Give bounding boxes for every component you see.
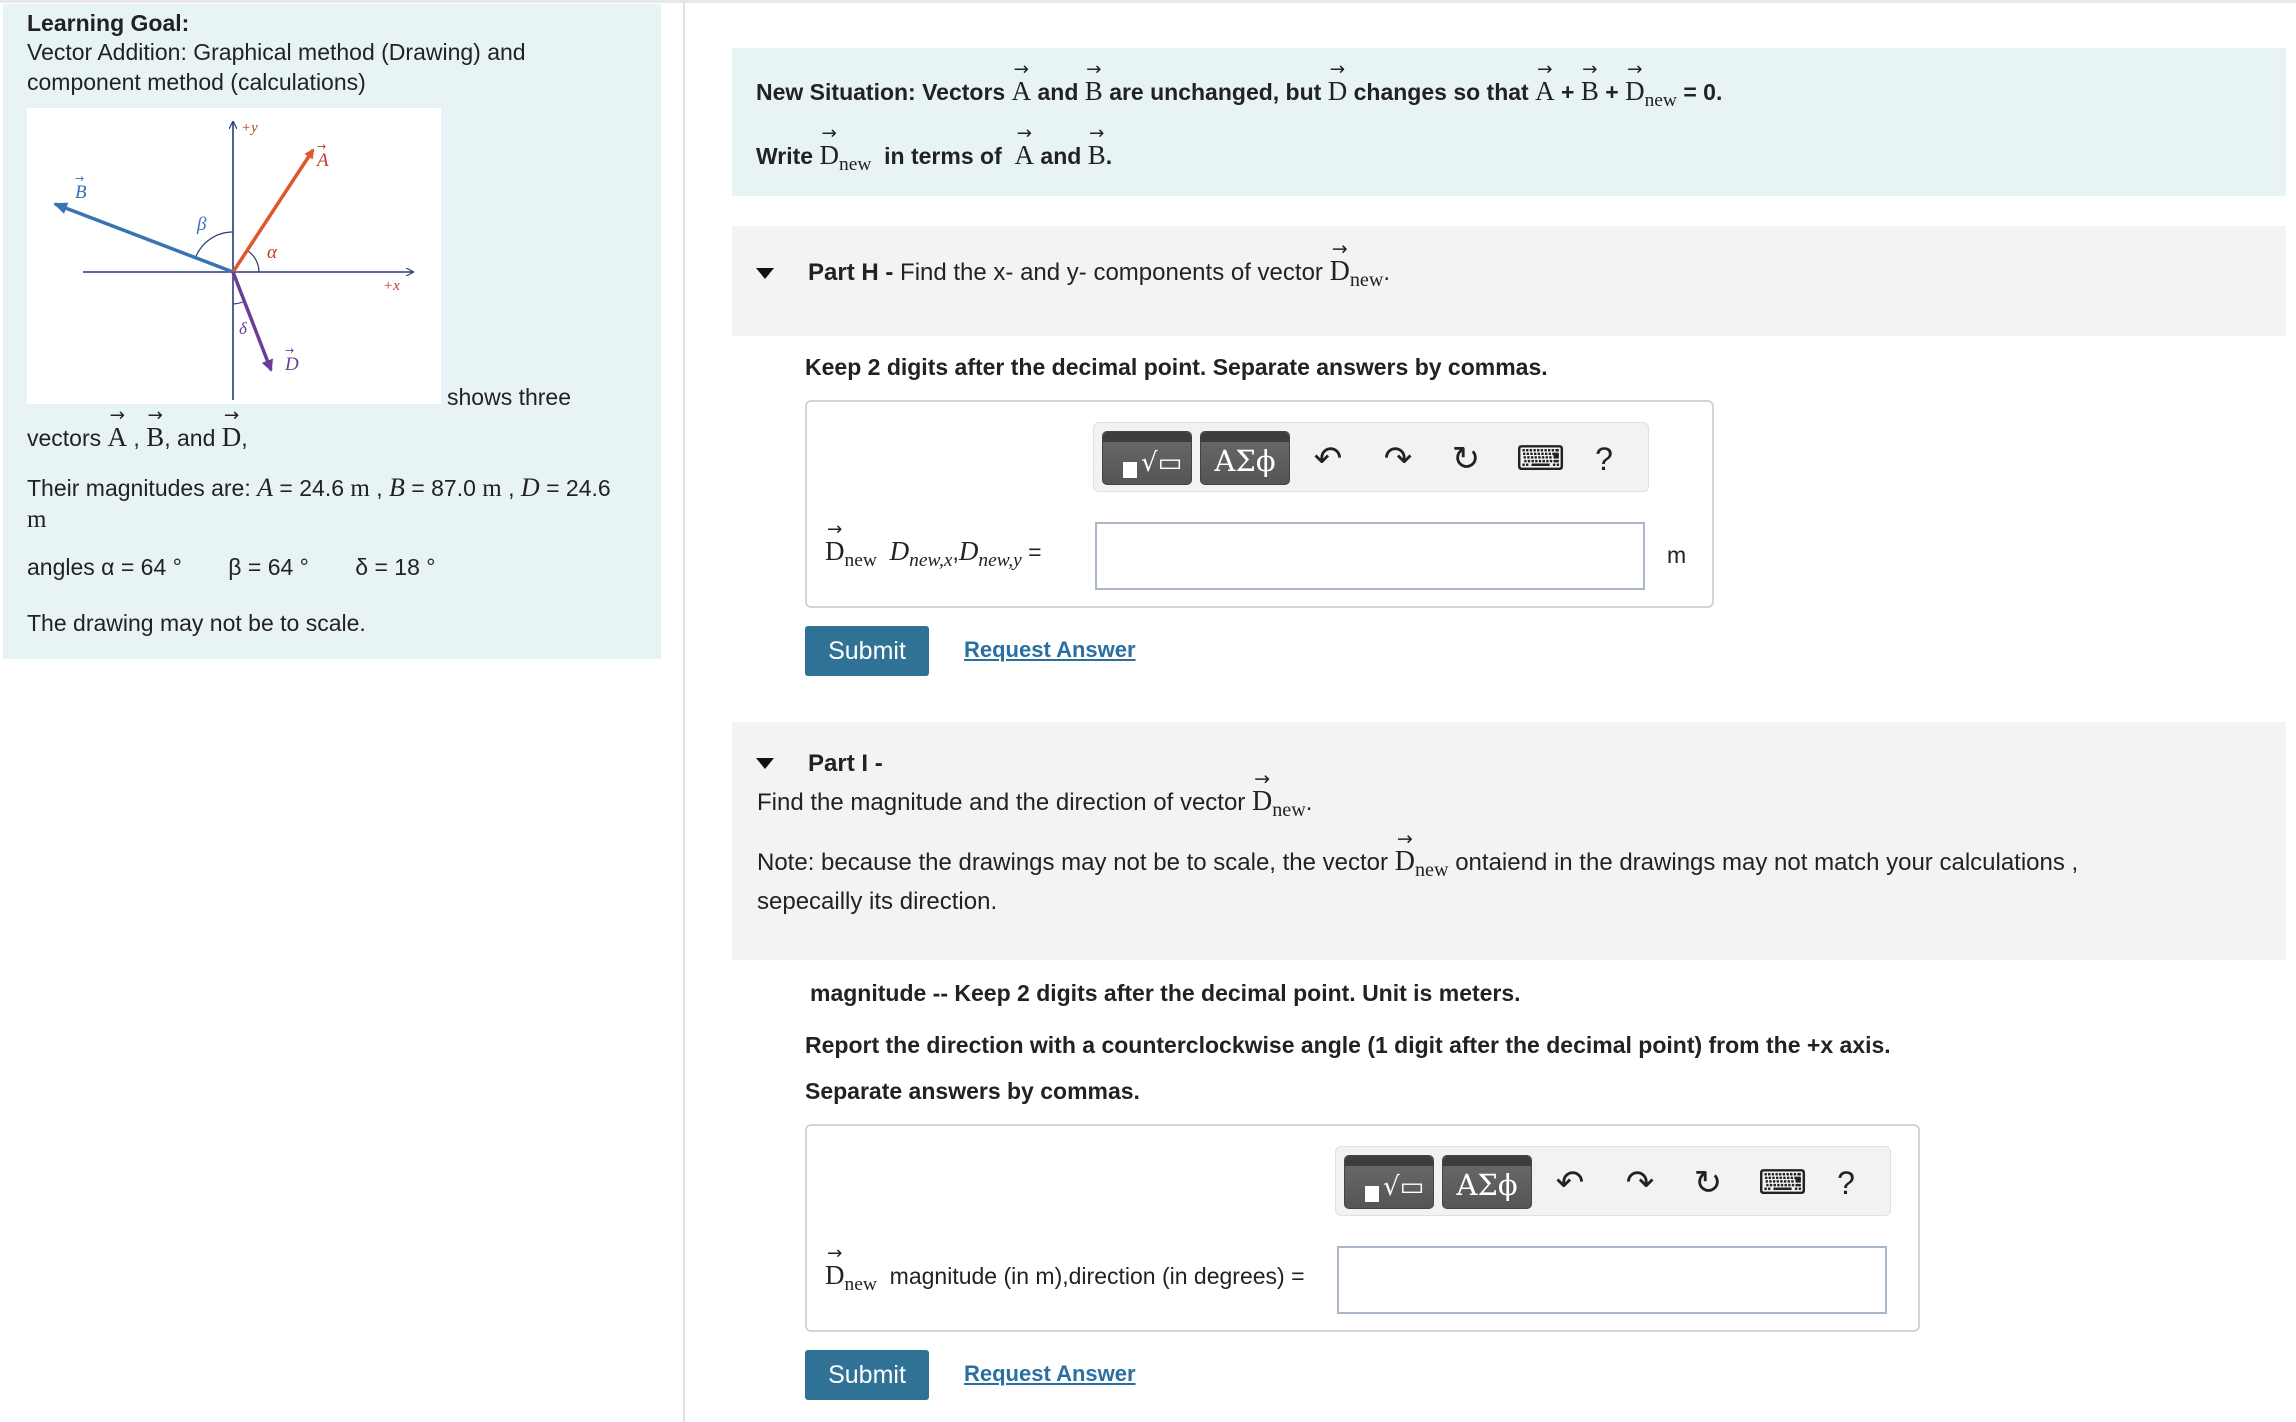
- part-i-question-text: Find the magnitude and the direction of vector: [757, 789, 1246, 816]
- vector-figure: [27, 108, 441, 404]
- part-h-comp-x-letter: D: [889, 536, 910, 566]
- part-h-vec-Dnew: [1329, 256, 1384, 292]
- part-i-note-vec-D: → D: [1395, 846, 1415, 878]
- label-B-arrow: →: [75, 172, 85, 185]
- part-i-note-start: Note: because the drawings may not be to scale, the vector: [757, 849, 1389, 876]
- part-i-vec-Dnew: [1251, 786, 1306, 822]
- mag-A-unit: m: [350, 475, 370, 502]
- part-i-vec-D: → D: [1252, 786, 1272, 818]
- undo-icon[interactable]: ↶: [1313, 439, 1343, 479]
- part-h-comp-x-sub: new,x: [909, 549, 953, 571]
- vector-B-symbol: → B: [146, 422, 164, 453]
- write-vec-A: → A: [1015, 140, 1035, 171]
- write-and: and: [1040, 143, 1082, 169]
- part-h-submit-button[interactable]: Submit: [805, 626, 929, 676]
- axis-x-label: +x: [383, 278, 400, 294]
- part-h-comp-x: [889, 536, 953, 571]
- label-D: D: [285, 354, 299, 375]
- reset-icon[interactable]: ↻: [1451, 439, 1481, 479]
- label-A: A: [317, 150, 329, 171]
- part-i-note-end: ontaiend in the drawings may not match your calculations , sepecailly its direction.: [757, 849, 2079, 916]
- scale-note: The drawing may not be to scale.: [27, 610, 366, 636]
- vector-A-symbol: → A: [108, 422, 128, 453]
- part-i-collapse-caret-icon[interactable]: [756, 758, 774, 769]
- magnitudes-prefix: Their magnitudes are:: [27, 475, 251, 501]
- part-h-comp-y-letter: D: [958, 536, 979, 566]
- learning-goal-panel: [3, 4, 661, 659]
- part-i-answer-label-text: magnitude (in m),direction (in degrees) =: [889, 1263, 1305, 1289]
- eq-plus-1: +: [1561, 79, 1575, 105]
- template-radical-icon: √▭: [1383, 1172, 1425, 1202]
- shows-three-text: shows three: [447, 384, 572, 410]
- part-h-unit: m: [1667, 542, 1687, 568]
- part-i-header[interactable]: [732, 722, 2286, 960]
- help-icon[interactable]: ?: [1837, 1165, 1855, 1201]
- templates-button[interactable]: [1102, 431, 1192, 485]
- label-alpha: α: [267, 242, 277, 263]
- vectors-list: vectors → A , → B, and → D,: [27, 422, 248, 453]
- angle-beta: β = 64 °: [228, 554, 309, 580]
- new-situation-box: [732, 48, 2286, 196]
- vector-diagram: [27, 108, 441, 404]
- keyboard-icon[interactable]: ⌨: [1516, 439, 1566, 479]
- eq-vec-D-letter: → D: [1625, 76, 1645, 107]
- write-sub-new: new: [838, 153, 872, 175]
- part-i-math-toolbar: [1335, 1146, 1891, 1216]
- label-delta: δ: [239, 319, 247, 338]
- part-h-comp-y: [958, 536, 1022, 571]
- part-i-prefix-sub: new: [844, 1273, 877, 1295]
- undo-icon[interactable]: ↶: [1555, 1163, 1585, 1203]
- part-h-prefix-vec: [825, 536, 877, 571]
- in-terms-of-text: in terms of: [884, 143, 1002, 169]
- part-h-prefix-sub: new: [844, 549, 877, 571]
- angle-delta: δ = 18 °: [355, 554, 436, 580]
- label-A-arrow: →: [317, 140, 327, 153]
- part-h-math-toolbar: [1093, 422, 1649, 492]
- beta-arc: [195, 232, 233, 259]
- eq-vec-B: → B: [1581, 76, 1599, 107]
- column-divider: [683, 0, 685, 1422]
- part-i-instruction-3: Separate answers by commas.: [805, 1078, 1140, 1104]
- write-text: Write: [756, 143, 814, 169]
- and-word: and: [177, 425, 216, 451]
- part-i-answer-label: [825, 1260, 1305, 1296]
- template-radical-icon: √▭: [1141, 448, 1183, 478]
- template-square-icon: [1365, 1186, 1379, 1202]
- part-h-answer-box: [805, 400, 1714, 608]
- situation-vec-D: → D: [1328, 76, 1348, 107]
- situation-line-2: Write → $D_{new}$ in terms of → A and → B.: [756, 140, 1112, 176]
- situation-text-end: changes so that: [1353, 79, 1529, 105]
- write-vec-D-letter: → D: [819, 140, 839, 171]
- angles-text: [27, 554, 435, 581]
- axis-y-label: +y: [241, 120, 258, 136]
- help-icon[interactable]: ?: [1595, 441, 1613, 477]
- redo-icon[interactable]: ↷: [1383, 439, 1413, 479]
- part-h-equals: =: [1028, 539, 1042, 565]
- angles-prefix: angles: [27, 554, 95, 580]
- part-i-submit-button[interactable]: Submit: [805, 1350, 929, 1400]
- label-D-arrow: →: [285, 344, 295, 357]
- part-h-prefix-D: → D: [825, 536, 845, 567]
- part-i-prefix-D: → D: [825, 1260, 845, 1291]
- redo-icon[interactable]: ↷: [1625, 1163, 1655, 1203]
- keyboard-icon[interactable]: ⌨: [1758, 1163, 1808, 1203]
- part-h-vec-D: → D: [1330, 256, 1350, 288]
- part-i-answer-box: [805, 1124, 1920, 1332]
- mag-B-value: 87.0: [431, 475, 476, 501]
- situation-vec-A: → A: [1012, 76, 1032, 107]
- part-i-instruction-2: Report the direction with a counterclockwise angle (1 digit after the decimal point) from the +x axis.: [805, 1032, 1891, 1058]
- learning-goal-title: Learning Goal:: [27, 10, 190, 36]
- template-square-icon: [1123, 462, 1137, 478]
- part-h-question: Find the x- and y- components of vector: [900, 259, 1323, 286]
- greek-symbols-button[interactable]: [1200, 431, 1290, 485]
- mag-D-unit: m: [27, 506, 47, 533]
- greek-symbols-icon: ΑΣϕ: [1456, 1168, 1518, 1202]
- delta-arc: [233, 302, 243, 304]
- mag-B-label: B: [389, 473, 405, 502]
- part-h-request-answer-link[interactable]: Request Answer: [964, 637, 1136, 662]
- situation-text-start: New Situation: Vectors: [756, 79, 1006, 105]
- vectors-prefix: vectors: [27, 425, 102, 451]
- part-i-title: Part I -: [808, 750, 883, 777]
- alpha-arc: [248, 251, 259, 272]
- situation-vec-B: → B: [1085, 76, 1103, 107]
- eq-vec-Dnew: [1625, 76, 1677, 111]
- situation-and: and: [1037, 79, 1079, 105]
- vector-D-symbol: → D: [222, 422, 242, 453]
- eq-sub-new: new: [1644, 89, 1677, 111]
- mag-A-label: A: [257, 473, 274, 502]
- part-i-instruction-1: magnitude -- Keep 2 digits after the decimal point. Unit is meters.: [810, 980, 1521, 1006]
- mag-D-value: 24.6: [565, 475, 611, 501]
- part-h-label: Part H -: [808, 259, 894, 286]
- situation-text-mid: are unchanged, but: [1109, 79, 1322, 105]
- part-i-note-vec-sub: new: [1414, 859, 1449, 882]
- greek-symbols-button[interactable]: [1442, 1155, 1532, 1209]
- write-vec-Dnew: [819, 140, 872, 175]
- mag-B-unit: m: [482, 475, 502, 502]
- mag-D-label: D: [520, 473, 540, 502]
- part-h-comp-y-sub: new,y: [978, 549, 1022, 571]
- eq-plus-2: +: [1605, 79, 1619, 105]
- eq-vec-A: → A: [1535, 76, 1555, 107]
- learning-goal-description: Vector Addition: Graphical method (Drawing) and component method (calculations): [27, 39, 526, 95]
- templates-button[interactable]: [1344, 1155, 1434, 1209]
- magnitudes-text: Their magnitudes are: A = 24.6 m , B = 87.0 m , D = 24.6 m: [27, 473, 611, 533]
- part-h-answer-input[interactable]: [1095, 522, 1645, 590]
- part-i-note: [757, 846, 2177, 918]
- mag-A-value: 24.6: [299, 475, 344, 501]
- label-B: B: [75, 182, 87, 203]
- part-h-vec-sub: new: [1349, 269, 1384, 292]
- part-h-instruction: Keep 2 digits after the decimal point. Separate answers by commas.: [805, 354, 1548, 380]
- situation-line-1: [756, 76, 1722, 112]
- part-i-note-vec: [1394, 846, 1449, 882]
- greek-symbols-icon: ΑΣϕ: [1214, 444, 1276, 478]
- part-h-answer-label: → $D_{new}$ $D_{new,x},D_{new,y}$ =: [825, 536, 1042, 572]
- write-vec-B: → B: [1088, 140, 1106, 171]
- label-beta: β: [197, 214, 207, 235]
- angle-alpha: α = 64 °: [101, 554, 182, 580]
- part-i-answer-input[interactable]: [1337, 1246, 1887, 1314]
- eq-equals-zero: = 0.: [1683, 79, 1723, 105]
- part-h-collapse-caret-icon[interactable]: [756, 268, 774, 279]
- part-i-prefix-vec: [825, 1260, 877, 1295]
- part-i-question: Find the magnitude and the direction of vector → $D_{new}$.: [757, 786, 1312, 822]
- part-i-request-answer-link[interactable]: Request Answer: [964, 1361, 1136, 1386]
- reset-icon[interactable]: ↻: [1693, 1163, 1723, 1203]
- top-rule: [0, 0, 2296, 3]
- part-h-title: Part H - Find the x- and y- components of vector → $D_{new}$.: [808, 256, 1390, 292]
- part-i-vec-sub: new: [1272, 799, 1306, 822]
- part-h-header[interactable]: [732, 226, 2286, 336]
